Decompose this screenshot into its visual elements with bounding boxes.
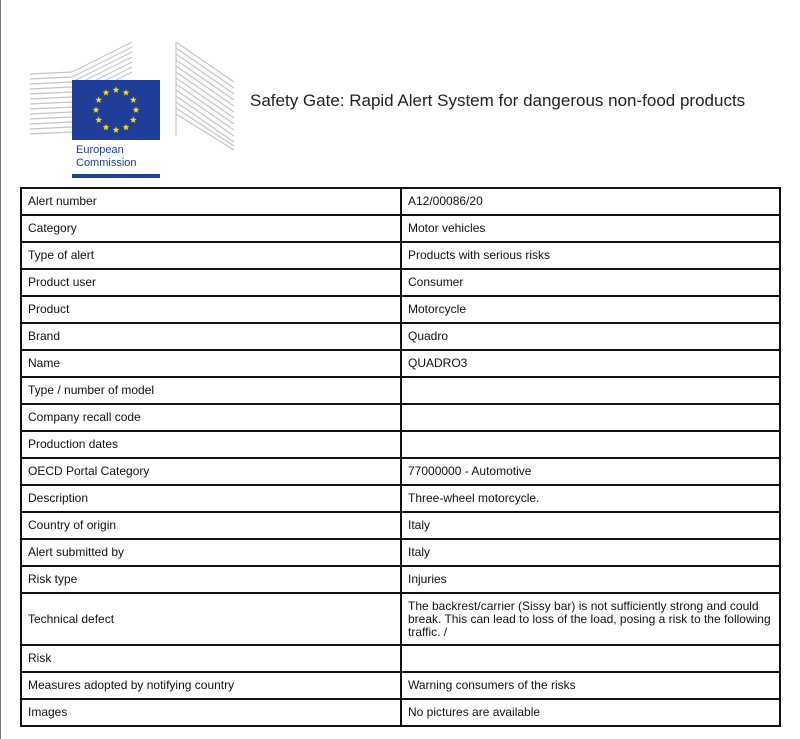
row-value — [401, 431, 780, 458]
row-value: No pictures are available — [401, 699, 780, 726]
row-value: Consumer — [401, 269, 780, 296]
row-value: A12/00086/20 — [401, 188, 780, 215]
row-value — [401, 645, 780, 672]
table-row — [21, 539, 780, 566]
row-value: Three-wheel motorcycle. — [401, 485, 780, 512]
table-row — [21, 188, 780, 215]
row-label: Country of origin — [21, 512, 401, 539]
row-value: Injuries — [401, 566, 780, 593]
table-row — [21, 431, 780, 458]
row-value: 77000000 - Automotive — [401, 458, 780, 485]
table-row — [21, 566, 780, 593]
row-label: Measures adopted by notifying country — [21, 672, 401, 699]
table-row — [21, 458, 780, 485]
row-value — [401, 377, 780, 404]
row-label: Description — [21, 485, 401, 512]
alert-details-table — [20, 187, 781, 727]
logo-text-commission: Commission — [76, 157, 137, 169]
row-value — [401, 404, 780, 431]
table-row — [21, 377, 780, 404]
row-label: Type / number of model — [21, 377, 401, 404]
table-row — [21, 485, 780, 512]
row-label: Brand — [21, 323, 401, 350]
table-row — [21, 645, 780, 672]
row-value: The backrest/carrier (Sissy bar) is not sufficiently strong and could break. This can lead to loss of the load, posing a risk to the following traffic. / — [401, 593, 780, 645]
table-row — [21, 296, 780, 323]
logo-text-european: European — [76, 144, 124, 156]
table-row — [21, 593, 780, 645]
table-row — [21, 242, 780, 269]
building-lines-right — [176, 42, 234, 150]
row-value: QUADRO3 — [401, 350, 780, 377]
row-label: Alert submitted by — [21, 539, 401, 566]
row-value: Warning consumers of the risks — [401, 672, 780, 699]
row-value: Products with serious risks — [401, 242, 780, 269]
table-row — [21, 269, 780, 296]
row-label: Category — [21, 215, 401, 242]
row-label: Technical defect — [21, 593, 401, 645]
row-label: Images — [21, 699, 401, 726]
row-value: Motor vehicles — [401, 215, 780, 242]
row-value: Italy — [401, 539, 780, 566]
table-row — [21, 672, 780, 699]
page-title: Safety Gate: Rapid Alert System for dangerous non-food products — [250, 91, 746, 110]
row-label: Product — [21, 296, 401, 323]
row-label: Product user — [21, 269, 401, 296]
row-label: Alert number — [21, 188, 401, 215]
row-label: Production dates — [21, 431, 401, 458]
row-label: Name — [21, 350, 401, 377]
row-label: Type of alert — [21, 242, 401, 269]
page-border — [0, 0, 1, 739]
table-row — [21, 215, 780, 242]
document-header — [28, 38, 788, 183]
logo-underline — [72, 174, 160, 178]
table-row — [21, 323, 780, 350]
table-row — [21, 512, 780, 539]
table-row — [21, 404, 780, 431]
european-commission-logo — [28, 38, 238, 180]
row-label: Company recall code — [21, 404, 401, 431]
row-label: Risk type — [21, 566, 401, 593]
row-value: Italy — [401, 512, 780, 539]
row-label: OECD Portal Category — [21, 458, 401, 485]
row-label: Risk — [21, 645, 401, 672]
table-row — [21, 350, 780, 377]
row-value: Motorcycle — [401, 296, 780, 323]
row-value: Quadro — [401, 323, 780, 350]
table-row — [21, 699, 780, 726]
